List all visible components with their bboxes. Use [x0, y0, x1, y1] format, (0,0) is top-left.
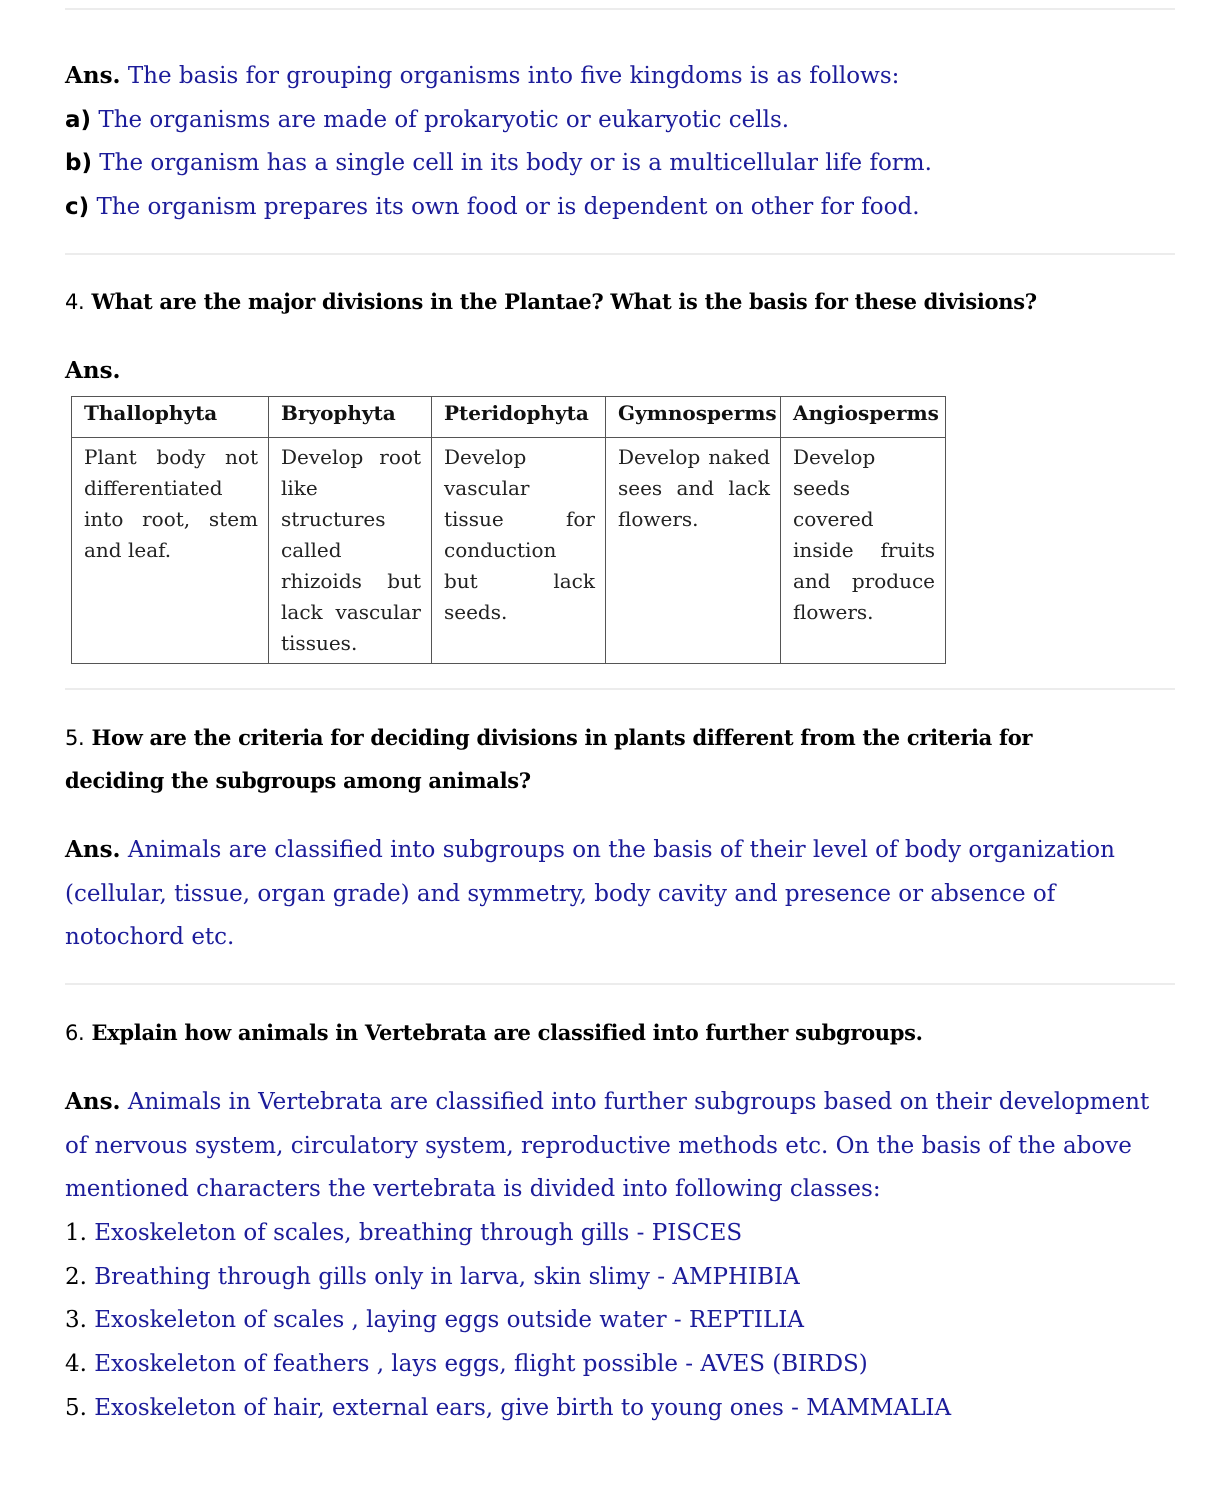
question-text: deciding the subgroups among animals? [65, 768, 531, 793]
list-number: 4. [65, 1351, 87, 1377]
list-text: Exoskeleton of hair, external ears, give birth to young ones - MAMMALIA [94, 1395, 952, 1421]
point-text: The organisms are made of prokaryotic or eukaryotic cells. [98, 107, 790, 133]
divider-top [65, 8, 1175, 10]
list-text: Exoskeleton of feathers , lays eggs, flight possible - AVES (BIRDS) [94, 1351, 868, 1377]
q6-answer-line3: mentioned characters the vertebrata is divided into following classes: [65, 1176, 881, 1202]
question-text: How are the criteria for deciding divisions in plants different from the criteria for [91, 725, 1033, 750]
question-text: Explain how animals in Vertebrata are classified into further subgroups. [91, 1020, 923, 1045]
q3-point-c [65, 192, 920, 222]
divider [65, 253, 1175, 255]
list-item [65, 1305, 804, 1335]
list-number: 2. [65, 1264, 87, 1290]
table-cell: Develop naked sees and lack flowers. [606, 438, 781, 664]
point-label: b) [65, 150, 92, 176]
q5-question-line2 [65, 766, 531, 796]
q5-answer-line3: notochord etc. [65, 924, 235, 950]
question-text: What are the major divisions in the Plantae? What is the basis for these divisions? [91, 289, 1037, 314]
list-item [65, 1262, 800, 1292]
table-header-row [72, 397, 946, 438]
table-row [72, 438, 946, 664]
question-number: 5. [65, 726, 85, 750]
point-label: c) [65, 194, 90, 220]
list-text: Exoskeleton of scales , laying eggs outside water - REPTILIA [94, 1307, 804, 1333]
table-cell: Develop seeds covered inside fruits and produce flowers. [781, 438, 946, 664]
answer-text: Animals are classified into subgroups on the basis of their level of body organization [127, 837, 1115, 863]
table-header: Bryophyta [269, 397, 432, 438]
q5-question-line1 [65, 723, 1032, 753]
table-header: Angiosperms [781, 397, 946, 438]
question-number: 6. [65, 1021, 85, 1045]
ans-label: Ans. [65, 836, 121, 863]
q6-question [65, 1018, 923, 1048]
table-cell: Develop root like structures called rhizoids but lack vascular tissues. [269, 438, 432, 664]
q5-answer-line2: (cellular, tissue, organ grade) and symmetry, body cavity and presence or absence of [65, 881, 1056, 907]
ans-label: Ans. [65, 1088, 121, 1115]
point-text: The organism prepares its own food or is dependent on other for food. [96, 194, 920, 220]
divider [65, 688, 1175, 690]
q4-ans-label [65, 356, 121, 386]
table-cell: Plant body not differentiated into root, stem and leaf. [72, 438, 269, 664]
list-number: 1. [65, 1220, 87, 1246]
ans-label: Ans. [65, 357, 121, 384]
list-number: 5. [65, 1395, 87, 1421]
table-header: Thallophyta [72, 397, 269, 438]
q6-answer-line1 [65, 1087, 1149, 1117]
table-cell: Develop vascular tissue for conduction but lack seeds. [432, 438, 606, 664]
q3-point-b [65, 148, 932, 178]
list-number: 3. [65, 1307, 87, 1333]
q4-question [65, 287, 1037, 317]
q3-point-a [65, 105, 789, 135]
table-header: Gymnosperms [606, 397, 781, 438]
list-text: Breathing through gills only in larva, skin slimy - AMPHIBIA [94, 1264, 800, 1290]
list-item [65, 1349, 868, 1379]
list-text: Exoskeleton of scales, breathing through gills - PISCES [94, 1220, 743, 1246]
q6-answer-line2: of nervous system, circulatory system, reproductive methods etc. On the basis of the above [65, 1133, 1132, 1159]
table-header: Pteridophyta [432, 397, 606, 438]
question-number: 4. [65, 290, 85, 314]
list-item [65, 1218, 742, 1248]
answer-text: Animals in Vertebrata are classified into further subgroups based on their development [127, 1089, 1150, 1115]
list-item [65, 1393, 951, 1423]
q3-answer-intro [65, 61, 899, 91]
divider [65, 983, 1175, 985]
q5-answer-line1 [65, 835, 1115, 865]
point-text: The organism has a single cell in its body or is a multicellular life form. [99, 150, 932, 176]
answer-text: The basis for grouping organisms into five kingdoms is as follows: [127, 63, 900, 89]
plant-divisions-table [71, 396, 946, 664]
point-label: a) [65, 107, 92, 133]
ans-label: Ans. [65, 62, 121, 89]
